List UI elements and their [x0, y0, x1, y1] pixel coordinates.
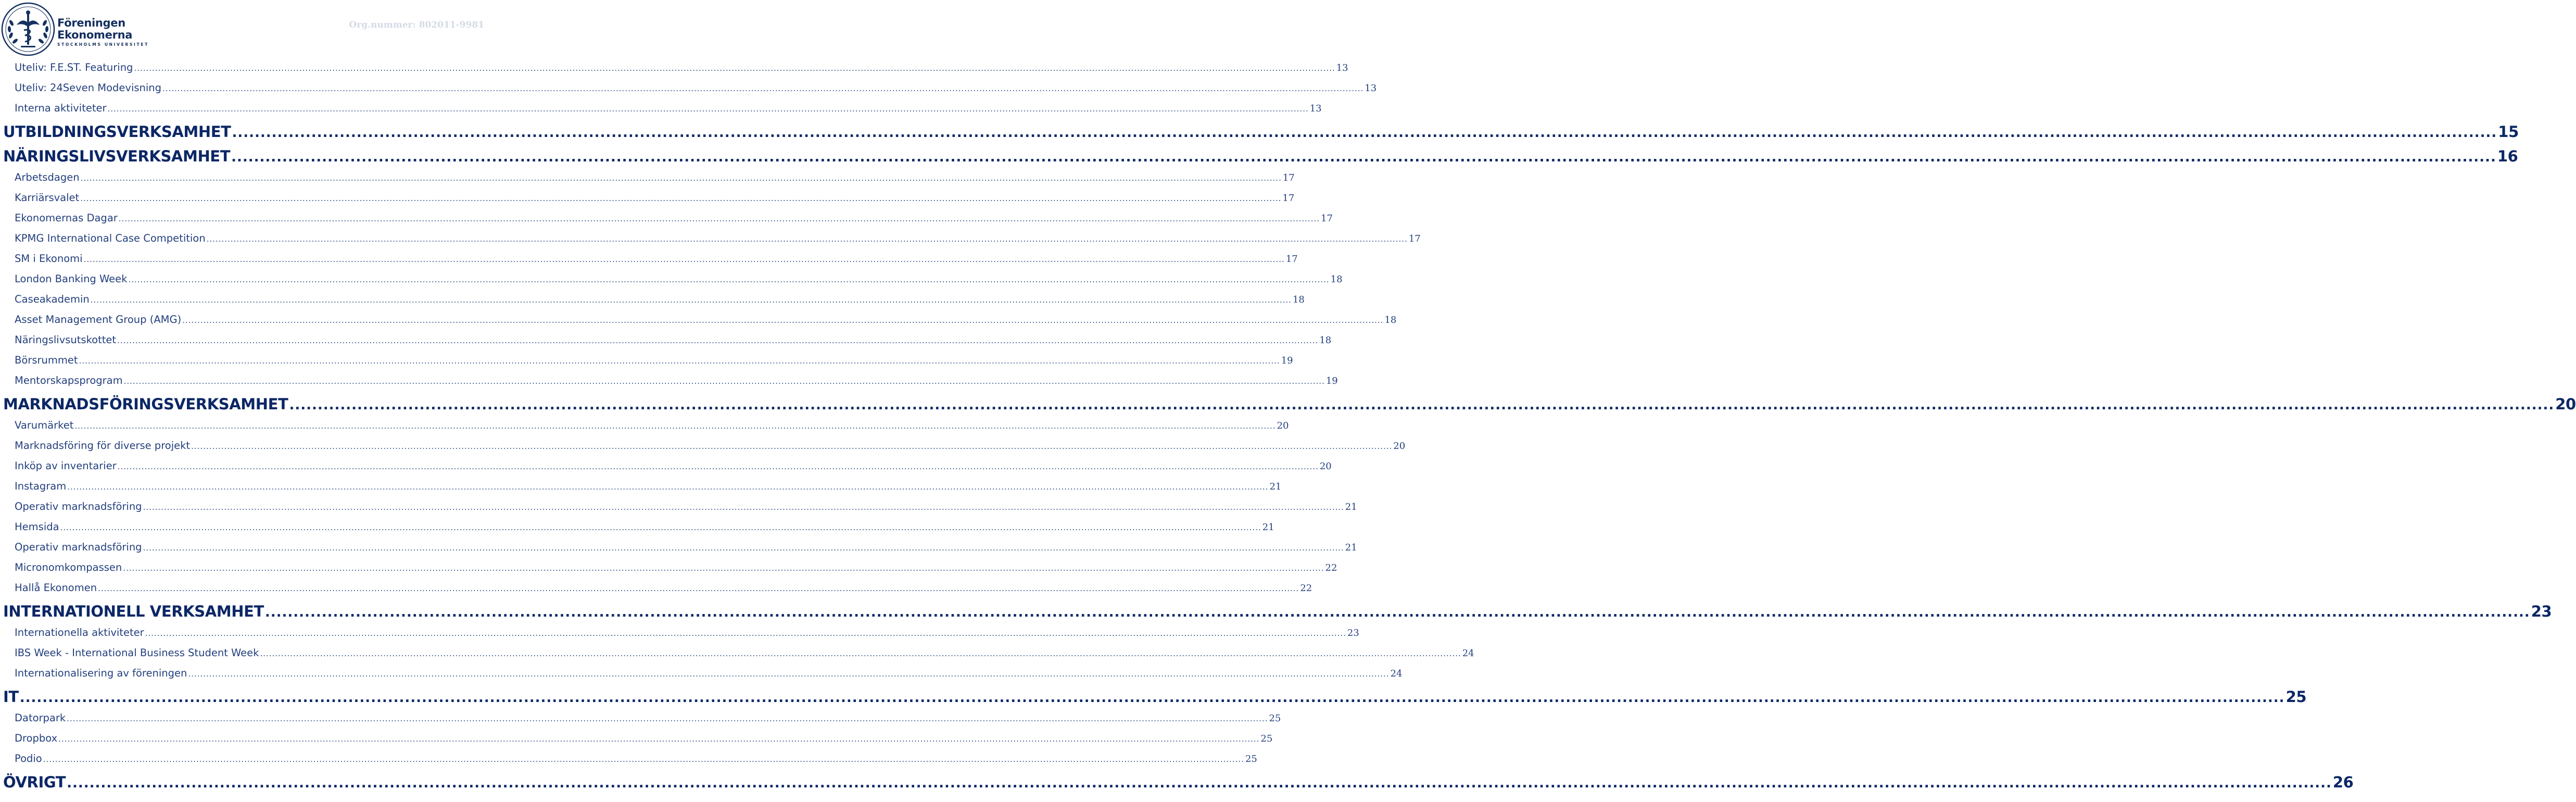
toc-entry-title: NÄRINGSLIVSVERKSAMHET — [3, 147, 231, 165]
org-number: Org.nummer: 802011-9981 — [349, 20, 484, 30]
toc-subsection-entry[interactable] — [0, 334, 1332, 349]
toc-entry-title: IBS Week - International Business Student Week — [15, 647, 259, 659]
toc-dot-leader: ................................................................................................................................................................................................................................................................................................................................................................................................................ — [117, 336, 1319, 345]
toc-entry-title: Mentorskapsprogram — [15, 374, 123, 386]
toc-entry-title: Marknadsföring för diverse projekt — [15, 440, 191, 452]
toc-entry-title: Hemsida — [15, 521, 59, 533]
toc-page-number: 25 — [1260, 733, 1273, 744]
toc-dot-leader: ................................................................................................................................................................................................................................................................................................................................................................................................................ — [206, 234, 1408, 244]
toc-page-number: 16 — [2497, 147, 2518, 165]
toc-section-entry[interactable] — [0, 603, 2552, 622]
toc-subsection-entry[interactable] — [0, 561, 1337, 577]
toc-page-number: 17 — [1285, 254, 1298, 265]
toc-dot-leader: ................................................................................................................................................................................................................................................................................................................................................................................................................ — [143, 503, 1344, 512]
brand-line-2: Ekonomerna — [57, 29, 133, 41]
toc-entry-title: ÖVRIGT — [3, 773, 66, 791]
toc-page-number: 13 — [1365, 83, 1377, 94]
page-header — [0, 0, 500, 58]
toc-entry-title: SM i Ekonomi — [15, 253, 83, 265]
toc-subsection-entry[interactable] — [0, 273, 1343, 289]
toc-page-number: 17 — [1282, 172, 1295, 183]
toc-entry-title: Uteliv: 24Seven Modevisning — [15, 82, 162, 94]
toc-section-entry[interactable] — [0, 688, 2307, 708]
toc-page-number: 17 — [1282, 193, 1295, 204]
toc-page-number: 24 — [1462, 648, 1474, 659]
toc-page-number: 13 — [1336, 62, 1348, 73]
toc-subsection-entry[interactable] — [0, 354, 1293, 370]
toc-entry-title: Operativ marknadsföring — [15, 541, 142, 553]
toc-entry-title: KPMG International Case Competition — [15, 232, 206, 244]
toc-entry-title: MARKNADSFÖRINGSVERKSAMHET — [3, 395, 288, 413]
toc-subsection-entry[interactable] — [0, 541, 1357, 557]
toc-entry-title: Datorpark — [15, 712, 66, 724]
toc-subsection-entry[interactable] — [0, 440, 1406, 455]
toc-subsection-entry[interactable] — [0, 712, 1281, 728]
toc-entry-title: Micronomkompassen — [15, 561, 122, 573]
toc-dot-leader: ................................................................................................................................................................................................................................................................................................................................................................................................................ — [43, 755, 1244, 764]
toc-page-number: 20 — [1319, 461, 1332, 472]
toc-page-number: 19 — [1325, 375, 1338, 386]
toc-subsection-entry[interactable] — [0, 626, 1359, 642]
toc-subsection-entry[interactable] — [0, 732, 1273, 748]
toc-page-number: 25 — [1269, 713, 1281, 724]
toc-dot-leader: ................................................................................................................................................................................................................................................................................................................................................................................................................ — [60, 523, 1261, 532]
toc-entry-title: Operativ marknadsföring — [15, 500, 142, 512]
toc-subsection-entry[interactable] — [0, 521, 1274, 536]
toc-dot-leader: ................................................................................................................................................................................................................................................................................................................................................................................................................ — [58, 734, 1260, 744]
toc-section-entry[interactable] — [0, 773, 2354, 793]
toc-page-number: 20 — [1393, 441, 1406, 452]
toc-page-number: 25 — [2285, 688, 2307, 706]
brand-line-1: Föreningen — [57, 17, 125, 29]
toc-dot-leader: ................................................................................................................................................................................................................................................................................................................................................................................................................ — [191, 442, 1393, 451]
toc-page-number: 19 — [1281, 355, 1293, 366]
association-name — [57, 18, 149, 47]
toc-subsection-entry[interactable] — [0, 460, 1332, 475]
toc-dot-leader: ................................................................................................................................................................................................................................................................................................................................................................................................................ — [67, 482, 1269, 492]
toc-page-number: 21 — [1345, 542, 1357, 553]
toc-dot-leader: ................................................................................................................................................................................................................................................................................................................................................................................................................ — [80, 173, 1282, 183]
toc-page-number: 17 — [1321, 213, 1333, 224]
toc-page-number: 23 — [1347, 628, 1359, 638]
toc-page-number: 22 — [1325, 562, 1337, 573]
toc-subsection-entry[interactable] — [0, 102, 1322, 118]
toc-subsection-entry[interactable] — [0, 212, 1333, 228]
toc-section-entry[interactable] — [0, 147, 2518, 167]
toc-dot-leader: ................................................................................................................................................................................................................................................................................................................................................................................................................ — [117, 462, 1319, 471]
toc-entry-title: Internationalisering av föreningen — [15, 667, 187, 679]
toc-entry-title: Karriärsvalet — [15, 192, 80, 204]
toc-page-number: 21 — [1262, 522, 1274, 533]
toc-page-number: 24 — [1390, 668, 1403, 679]
toc-dot-leader: ................................................................................................................................................................................................................................................................................................................................................................................................................ — [231, 149, 2496, 165]
toc-page-number: 22 — [1300, 583, 1312, 594]
toc-entry-title: Asset Management Group (AMG) — [15, 314, 182, 325]
toc-entry-title: IT — [3, 688, 19, 706]
toc-page-number: 20 — [1277, 420, 1289, 431]
toc-dot-leader: ................................................................................................................................................................................................................................................................................................................................................................................................................ — [74, 421, 1276, 431]
toc-subsection-entry[interactable] — [0, 753, 1257, 768]
toc-subsection-entry[interactable] — [0, 582, 1312, 597]
toc-dot-leader: ................................................................................................................................................................................................................................................................................................................................................................................................................ — [19, 690, 2285, 706]
brand-line-3: STOCKHOLMS UNIVERSITET — [57, 42, 149, 47]
toc-dot-leader: ................................................................................................................................................................................................................................................................................................................................................................................................................ — [182, 316, 1384, 325]
toc-page-number: 23 — [2531, 603, 2552, 620]
toc-subsection-entry[interactable] — [0, 480, 1282, 496]
toc-entry-title: London Banking Week — [15, 273, 128, 285]
toc-dot-leader: ................................................................................................................................................................................................................................................................................................................................................................................................................ — [264, 605, 2530, 620]
toc-entry-title: Hallå Ekonomen — [15, 582, 97, 594]
toc-entry-title: Dropbox — [15, 732, 58, 744]
toc-page-number: 26 — [2332, 773, 2354, 791]
toc-dot-leader: ................................................................................................................................................................................................................................................................................................................................................................................................................ — [188, 669, 1390, 679]
toc-page-number: 18 — [1384, 315, 1397, 325]
toc-page-number: 21 — [1345, 502, 1357, 512]
toc-dot-leader: ................................................................................................................................................................................................................................................................................................................................................................................................................ — [80, 194, 1282, 203]
toc-dot-leader: ................................................................................................................................................................................................................................................................................................................................................................................................................ — [67, 714, 1268, 723]
toc-entry-title: Uteliv: F.E.ST. Featuring — [15, 61, 133, 73]
toc-page-number: 18 — [1292, 294, 1305, 305]
toc-subsection-entry[interactable] — [0, 314, 1397, 329]
toc-dot-leader: ................................................................................................................................................................................................................................................................................................................................................................................................................ — [67, 775, 2332, 791]
toc-subsection-entry[interactable] — [0, 667, 1403, 683]
toc-entry-title: Internationella aktiviteter — [15, 626, 144, 638]
toc-dot-leader: ................................................................................................................................................................................................................................................................................................................................................................................................................ — [79, 356, 1280, 366]
toc-dot-leader: ................................................................................................................................................................................................................................................................................................................................................................................................................ — [83, 255, 1285, 264]
toc-page-number: 25 — [1245, 754, 1257, 765]
toc-section-entry[interactable] — [0, 395, 2576, 415]
toc-subsection-entry[interactable] — [0, 192, 1295, 207]
toc-page-number: 18 — [1330, 274, 1343, 285]
toc-entry-title: Varumärket — [15, 419, 74, 431]
toc-dot-leader: ................................................................................................................................................................................................................................................................................................................................................................................................................ — [123, 563, 1324, 573]
toc-subsection-entry[interactable] — [0, 171, 1295, 187]
toc-dot-leader: ................................................................................................................................................................................................................................................................................................................................................................................................................ — [143, 543, 1344, 553]
toc-subsection-entry[interactable] — [0, 500, 1357, 516]
toc-dot-leader: ................................................................................................................................................................................................................................................................................................................................................................................................................ — [134, 64, 1335, 73]
toc-dot-leader: ................................................................................................................................................................................................................................................................................................................................................................................................................ — [118, 214, 1320, 223]
toc-dot-leader: ................................................................................................................................................................................................................................................................................................................................................................................................................ — [232, 125, 2497, 141]
toc-dot-leader: ................................................................................................................................................................................................................................................................................................................................................................................................................ — [260, 649, 1461, 658]
toc-dot-leader: ................................................................................................................................................................................................................................................................................................................................................................................................................ — [90, 295, 1292, 305]
toc-entry-title: Interna aktiviteter — [15, 102, 107, 114]
toc-page-number: 15 — [2498, 123, 2519, 141]
toc-dot-leader: ................................................................................................................................................................................................................................................................................................................................................................................................................ — [145, 629, 1346, 638]
toc-subsection-entry[interactable] — [0, 232, 1421, 248]
toc-subsection-entry[interactable] — [0, 647, 1474, 662]
toc-subsection-entry[interactable] — [0, 374, 1338, 390]
association-seal-logo — [1, 2, 55, 56]
toc-page-number: 18 — [1319, 335, 1332, 346]
toc-subsection-entry[interactable] — [0, 253, 1298, 268]
toc-entry-title: Näringslivsutskottet — [15, 334, 117, 346]
toc-page-number: 13 — [1309, 103, 1322, 114]
toc-dot-leader: ................................................................................................................................................................................................................................................................................................................................................................................................................ — [128, 275, 1330, 284]
toc-page-number: 17 — [1408, 233, 1421, 244]
toc-dot-leader: ................................................................................................................................................................................................................................................................................................................................................................................................................ — [123, 377, 1325, 386]
toc-subsection-entry[interactable] — [0, 82, 1377, 97]
toc-dot-leader: ................................................................................................................................................................................................................................................................................................................................................................................................................ — [162, 84, 1364, 93]
toc-subsection-entry[interactable] — [0, 419, 1289, 435]
toc-subsection-entry[interactable] — [0, 61, 1348, 77]
toc-entry-title: Inköp av inventarier — [15, 460, 117, 472]
toc-page-number: 21 — [1269, 481, 1282, 492]
toc-page-number: 20 — [2555, 395, 2576, 413]
toc-entry-title: Arbetsdagen — [15, 171, 80, 183]
toc-entry-title: Podio — [15, 753, 42, 765]
toc-entry-title: Börsrummet — [15, 354, 78, 366]
toc-entry-title: INTERNATIONELL VERKSAMHET — [3, 603, 264, 620]
toc-dot-leader: ................................................................................................................................................................................................................................................................................................................................................................................................................ — [98, 584, 1299, 593]
toc-section-entry[interactable] — [0, 123, 2519, 143]
toc-entry-title: Ekonomernas Dagar — [15, 212, 118, 224]
toc-entry-title: UTBILDNINGSVERKSAMHET — [3, 123, 231, 141]
toc-entry-title: Instagram — [15, 480, 67, 492]
toc-subsection-entry[interactable] — [0, 293, 1305, 309]
toc-dot-leader: ................................................................................................................................................................................................................................................................................................................................................................................................................ — [107, 104, 1309, 114]
toc-entry-title: Caseakademin — [15, 293, 90, 305]
toc-dot-leader: ................................................................................................................................................................................................................................................................................................................................................................................................................ — [289, 397, 2555, 413]
